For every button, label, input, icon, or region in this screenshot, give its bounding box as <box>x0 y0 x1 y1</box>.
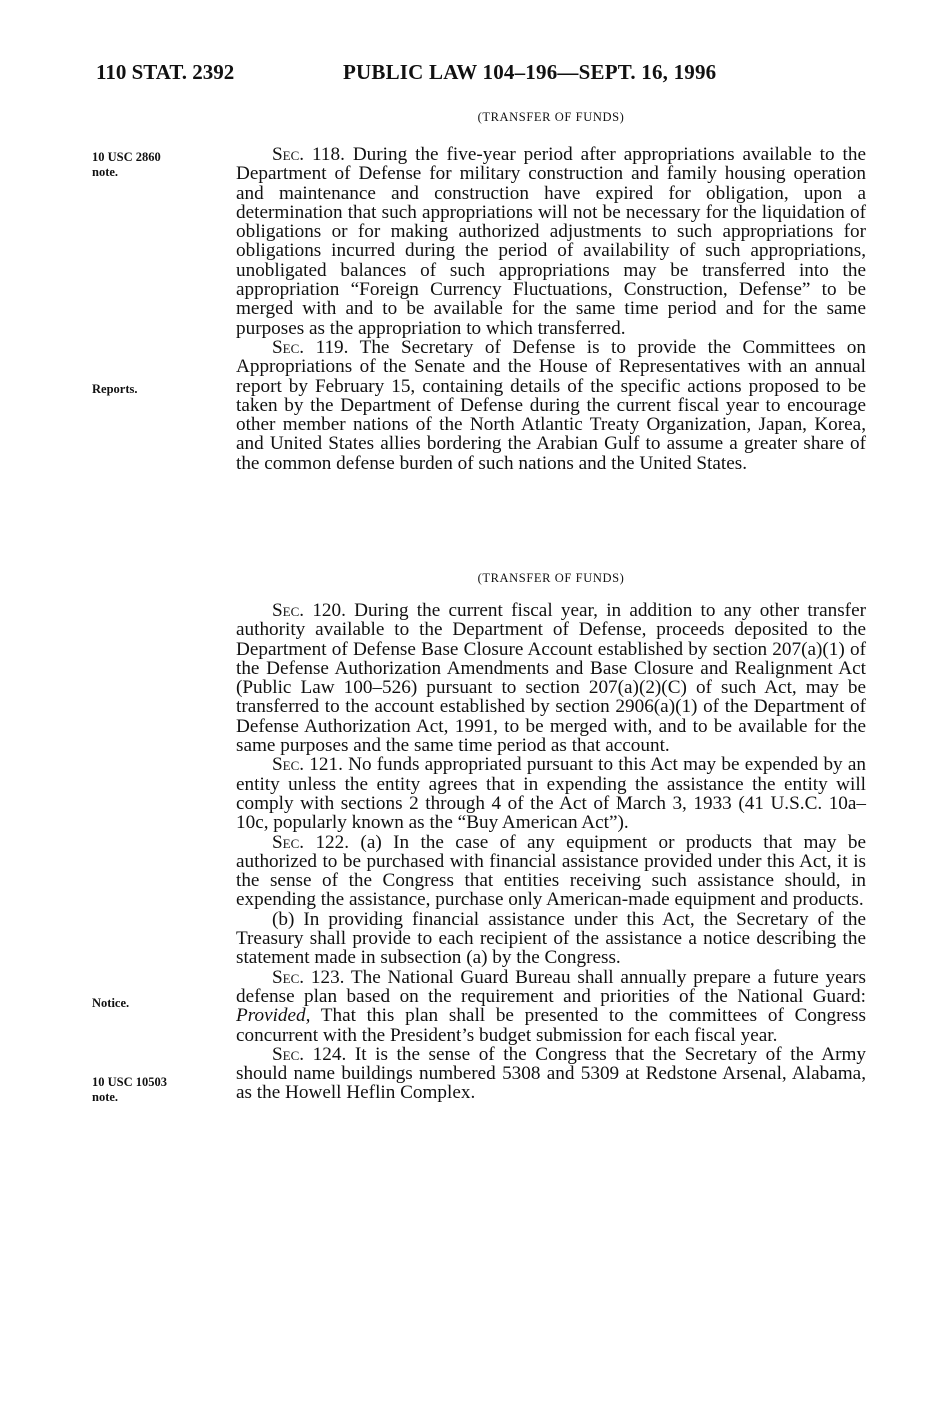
section-122b: (b) In providing financial assistance under this Act, the Secretary of the Treasury shall provide to each recipient of the assistance a notice describing the statement made in subsection (a) by the Congress. <box>236 908 866 969</box>
section-124: Sec. 124. It is the sense of the Congress that the Secretary of the Army should name buildings numbered 5308 and 5309 at Redstone Arsenal, Alabama, as the Howell Heflin Complex. <box>236 1043 866 1104</box>
margin-note-notice: Notice. <box>92 996 130 1010</box>
margin-note-usc-2860: 10 USC 2860 note. <box>92 150 161 179</box>
section-122a: Sec. 122. (a) In the case of any equipment or products that may be authorized to be purchased with financial assistance provided under this Act, it is the sense of the Congress that entities receiving such assistance should, in expending the assistance, purchase only American-made equipment and products. <box>236 831 866 911</box>
section-121: Sec. 121. No funds appropriated pursuant to this Act may be expended by an entity unless the entity agrees that in expending the assistance the entity will comply with sections 2 through 4 of the Act of March 3, 1933 (41 U.S.C. 10a–10c, popularly known as the “Buy American Act”). <box>236 754 866 834</box>
section-119: Sec. 119. The Secretary of Defense is to provide the Committees on Appropriations of the Senate and the House of Representatives with an annual report by February 15, containing details of the specific actions proposed to be taken by the Department of Defense during the current fiscal year to encourage other member nations of the North Atlantic Treaty Organization, Japan, Korea, and United States allies bordering the Arabian Gulf to assume a greater share of the common defense burden of such nations and the United States. <box>236 336 866 474</box>
section-heading: (TRANSFER OF FUNDS) <box>477 110 625 124</box>
margin-note-usc-10503: 10 USC 10503 note. <box>92 1075 168 1104</box>
page-header <box>96 60 866 90</box>
stat-page-number: 110 STAT. 2392 <box>96 60 235 84</box>
section-118: Sec. 118. During the five-year period after appropriations available to the Department of Defense for military construction and family housing operation and maintenance and construction have expired for obligation, upon a determination that such appropriations will not be necessary for the liquidation of obligations or for making authorized adjustments to such appropriations for obligations incurred during the period of availability of such appropriations, unobligated balances of such appropriations may be transferred into the appropriation “Foreign Currency Fluctuations, Construction, Defense” to be merged with and to be available for the same time period and for the same purposes as the appropriation to which transferred. <box>236 144 866 339</box>
law-citation: PUBLIC LAW 104–196—SEPT. 16, 1996 <box>343 60 717 84</box>
section-heading-2: (TRANSFER OF FUNDS) <box>477 571 625 585</box>
section-120: Sec. 120. During the current fiscal year, in addition to any other transfer authority available to the Department of Defense, proceeds deposited to the Department of Defense Base Closure Account established by section 207(a)(1) of the Defense Authorization Amendments and Base Closure and Realignment Act (Public Law 100–526) pursuant to section 207(a)(2)(C) of such Act, may be transferred to the account established by section 2906(a)(1) of the Department of Defense Authorization Act, 1991, to be merged with, and to be available for the same purposes and the same time period as that account. <box>236 600 866 757</box>
text-block-2 <box>236 601 866 1103</box>
text-block-1 <box>236 145 866 473</box>
section-123: Sec. 123. The National Guard Bureau shall annually prepare a future years defense plan based on the requirement and priorities of the National Guard: Provided, That this plan shall be presented to the committees of Congress concurrent with the President’s budget submission for each fiscal year. <box>236 966 866 1046</box>
margin-note-reports: Reports. <box>92 382 138 396</box>
